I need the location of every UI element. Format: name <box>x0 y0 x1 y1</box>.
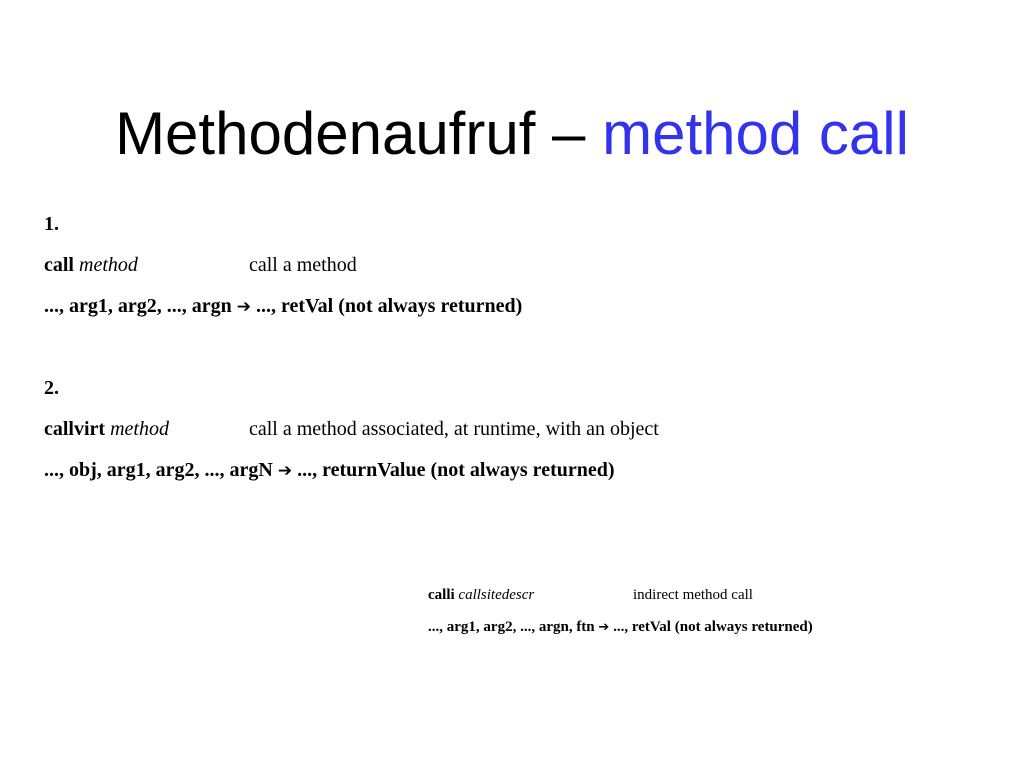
section3-stack-transition <box>428 618 813 637</box>
section3-operand: callsitedescr <box>458 587 535 603</box>
arrow-icon: ➔ <box>598 620 610 635</box>
section3-opcode: calli <box>428 587 455 603</box>
section2-stack-after: ..., returnValue (not always returned) <box>297 459 615 481</box>
section1-stack-before: ..., arg1, arg2, ..., argn <box>44 295 232 317</box>
section3-stack-before: ..., arg1, arg2, ..., argn, ftn <box>428 619 595 635</box>
section1-stack-transition <box>44 294 522 319</box>
section2-instruction <box>44 417 169 441</box>
section2-operand: method <box>110 418 169 440</box>
section2-description: call a method associated, at runtime, with an object <box>249 418 659 440</box>
section1-description: call a method <box>249 254 357 276</box>
section1-number: 1. <box>44 213 59 235</box>
section2-number: 2. <box>44 377 59 399</box>
title-accent: method call <box>602 100 909 167</box>
section3-stack-after: ..., retVal (not always returned) <box>613 619 813 635</box>
section1-instruction <box>44 253 138 277</box>
section1-operand: method <box>79 254 138 276</box>
section3-instruction <box>428 586 534 604</box>
slide-title <box>0 98 1024 170</box>
section1-stack-after: ..., retVal (not always returned) <box>256 295 523 317</box>
section2-opcode: callvirt <box>44 418 106 440</box>
section2-stack-before: ..., obj, arg1, arg2, ..., argN <box>44 459 273 481</box>
arrow-icon: ➔ <box>277 461 293 481</box>
arrow-icon: ➔ <box>236 297 252 317</box>
section3-description: indirect method call <box>633 587 753 603</box>
section1-opcode: call <box>44 254 74 276</box>
section2-stack-transition <box>44 458 615 483</box>
title-main: Methodenaufruf – <box>115 100 603 167</box>
